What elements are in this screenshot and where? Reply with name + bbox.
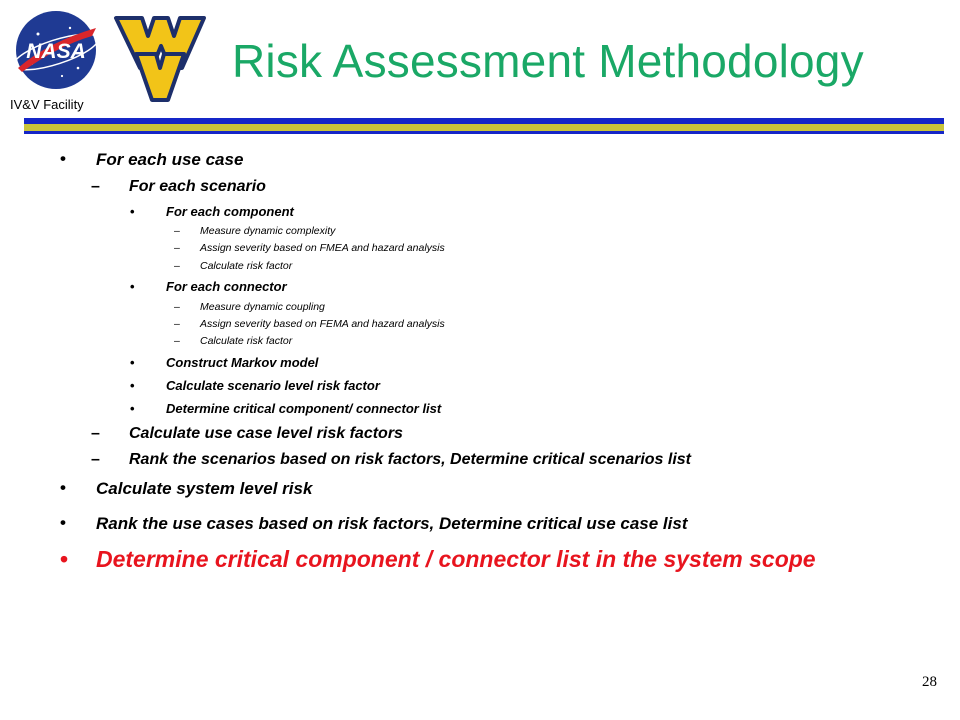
subbullet-rank-scenarios [91,451,692,469]
item-text: For each component [166,204,294,219]
bullet-use-case [60,149,244,170]
bullet-marker: • [60,478,66,497]
nasa-logo-text: NASA [26,40,86,63]
bullet-marker: • [60,513,66,532]
bullet-marker: • [60,149,66,168]
step-text: Measure dynamic coupling [200,301,325,313]
dash-marker: – [174,242,180,254]
bullet-highlight [60,545,906,573]
dash-marker: – [91,178,100,195]
dash-marker: – [174,260,180,272]
bullet-system-risk [60,478,313,499]
step-item [174,301,325,313]
item-text: Calculate scenario level risk factor [166,378,380,393]
item-text: Determine critical component/ connector list [166,401,442,416]
bullet-text: Rank the use cases based on risk factors, Determine critical use case list [96,514,688,533]
bullet-marker: • [60,546,69,572]
dash-marker: – [174,225,180,237]
item-connector [130,279,287,294]
facility-label: IV&V Facility [10,97,84,112]
item-component [130,204,294,219]
dash-marker: – [174,301,180,313]
item-text: Construct Markov model [166,355,319,370]
step-item [174,318,445,330]
subbullet-text: For each scenario [129,178,266,195]
page-number: 28 [922,674,937,690]
subbullet-scenario [91,178,266,196]
step-item [174,335,293,347]
dash-marker: – [174,335,180,347]
highlight-text: Determine critical component / connector list in the system scope [96,546,816,572]
step-text: Assign severity based on FEMA and hazard analysis [200,318,445,330]
bullet-marker: • [130,204,135,219]
step-text: Calculate risk factor [200,260,293,272]
item-scenario-risk [130,378,380,393]
dash-marker: – [91,451,100,468]
step-text: Calculate risk factor [200,335,293,347]
subbullet-text: Calculate use case level risk factors [129,425,403,442]
dash-marker: – [91,425,100,442]
bullet-marker: • [130,378,135,393]
bullet-text: Calculate system level risk [96,479,313,498]
item-critical-list [130,401,442,416]
item-text: For each connector [166,279,287,294]
dash-marker: – [174,318,180,330]
step-text: Assign severity based on FMEA and hazard analysis [200,242,445,254]
bullet-marker: • [130,401,135,416]
bullet-marker: • [130,355,135,370]
slide-title: Risk Assessment Methodology [232,35,864,87]
subbullet-text: Rank the scenarios based on risk factors, Determine critical scenarios list [129,451,692,468]
subbullet-use-case-risk [91,425,403,443]
step-text: Measure dynamic complexity [200,225,336,237]
bullet-marker: • [130,279,135,294]
item-markov [130,355,319,370]
step-item [174,242,445,254]
bullet-text: For each use case [96,150,244,169]
step-item [174,260,293,272]
step-item [174,225,336,237]
bullet-rank-use-cases [60,513,688,534]
